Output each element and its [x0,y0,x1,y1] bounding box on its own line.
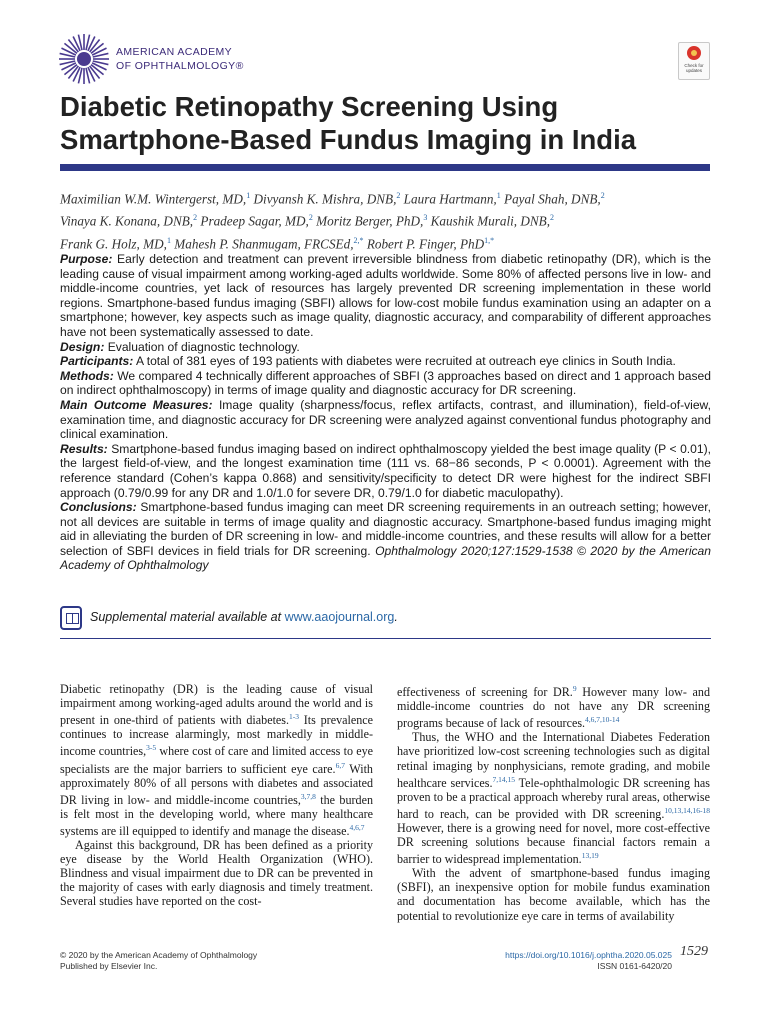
affiliation-ref[interactable]: 3 [423,213,428,223]
affiliation-ref[interactable]: 2 [550,213,555,223]
reference-link[interactable]: 1-3 [289,712,300,722]
org-name-line2: OF OPHTHALMOLOGY® [116,60,244,72]
body-paragraph: Thus, the WHO and the International Diabetes Federation have prioritized low-cost screening technologies such as digital retinal imaging by nonphysicians, remote grading, and mobile healthcare services.$^{7,14,15}$ Tele-ophthalmologic DR screening has proven to be a practical approach whereby rural areas, otherwise hard to reach, can be provided with DR screening.$^{10,13,14,16-18}$ However, there is a growing need for novel, more cost-effective DR screening solutions because financial factors remain a barrier to widespread implementation.$^{13,19}$ [397,730,710,867]
abstract-results: Results: Smartphone-based fundus imaging based on indirect ophthalmoscopy yielded the best image quality (P < 0.01), the largest field-of-view, and the longest examination time (111 vs. 68−86 seconds, P < 0.0001). Agreement with the reference standard (Cohen’s kappa 0.868) and sensitivity/specificity to detect DR were highest for the indirect SBFI approach (0.79/0.99 for any DR and 1.0/1.0 for severe DR, 0.79/1.0 for diabetic maculopathy). [60,441,711,500]
aao-logo-icon [58,33,110,85]
affiliation-ref[interactable]: 1 [246,191,251,200]
abstract-purpose: Purpose: Early detection and treatment can prevent irreversible blindness from diabetic retinopathy (DR), which is the leading cause of visual impairment among working-aged adults worldwide. Some 80% of affected persons live in low- and middle-income countries, yet lack of resources has largely prevented DR screening implementation in these world regions. Smartphone-based fundus imaging (SBFI) allows for low-cost mobile fundus examination using an adapter on a smartphone; however, key aspects such as image quality, diagnostic accuracy, and comparability of different approaches have not been systematically assessed to date. [60,252,711,339]
affiliation-ref[interactable]: 2 [193,213,198,223]
reference-link[interactable]: 3,7,8 [300,791,316,801]
crossmark-icon [687,46,701,60]
page-number: 1529 [680,944,708,959]
title-line-1: Diabetic Retinopathy Screening Using [60,91,559,122]
check-for-updates-label: Check for updates [684,63,704,73]
reference-link[interactable]: 9 [572,684,577,693]
journal-link[interactable]: www.aaojournal.org [284,610,395,624]
body-paragraph: Against this background, DR has been defined as a priority eye disease by the World Health Organization (WHO). Blindness and visual impairment due to DR can be prevented in the majority of cases with early diagnosis and timely treatment. Several studies have reported on the cost- [60,838,373,909]
reference-link[interactable]: 10,13,14,16-18 [664,805,710,815]
check-for-updates-badge[interactable] [678,42,710,80]
body-paragraph: Diabetic retinopathy (DR) is the leading cause of visual impairment among working-aged adults around the world and is present in one-third of patients with diabetes.$^{1-3}$ Its prevalence continues to increase alarmingly, most markedly in middle-income countries,$^{3-5}$ where cost of care and limited access to eye specialists are the major barriers to sufficient eye care.$^{6,7}$ With approximately 80% of all persons with diabetes and associated DR living in low- and middle-income countries,$^{3,7,8}$ the burden is felt most in the developing world, where many healthcare systems are ill equipped to identify and manage the disease.$^{4,6,7}$ [60,682,374,838]
footer-right [505,950,672,972]
abstract-design: Design: Evaluation of diagnostic technology. [60,339,300,354]
author-line-2: Vinaya K. Konana, DNB,$^2$ Pradeep Sagar, MD,$^2$ Moritz Berger, PhD,$^3$ Kaushik Murali, DNB,$^2$ [60,213,555,229]
publisher-line: Published by Elsevier Inc. [60,961,158,971]
article-title [60,90,720,156]
affiliation-ref[interactable]: 1,* [484,235,495,245]
affiliation-ref[interactable]: 1 [166,235,171,245]
affiliation-ref[interactable]: 2 [600,191,605,200]
copyright-line: © 2020 by the American Academy of Ophthalmology [60,950,258,960]
reference-link[interactable]: 6,7 [335,760,345,770]
body-column-left [60,682,373,909]
affiliation-ref[interactable]: 2 [396,191,401,200]
org-name [116,45,244,73]
reference-link[interactable]: 7,14,15 [492,774,515,784]
author-line-1: Maximilian W.M. Wintergerst, MD,$^1$ Divyansh K. Mishra, DNB,$^2$ Laura Hartmann,$^1$ Payal Shah, DNB,$^2$ [60,191,605,207]
title-line-2: Smartphone-Based Fundus Imaging in India [60,124,637,155]
affiliation-ref[interactable]: 1 [496,191,501,200]
body-paragraph: With the advent of smartphone-based fundus imaging (SBFI), an inexpensive option for mobile fundus examination and documentation has become available, which has the potential to revolutionize eye care in terms of availability [397,866,710,923]
supplemental-notice [60,604,711,639]
author-list [60,186,720,253]
footer-left [60,950,257,972]
affiliation-ref[interactable]: 2,* [353,235,364,245]
body-paragraph: effectiveness of screening for DR.$^9$ However many low- and middle-income countries do not have any DR screening programs because of lack of resources.$^{4,6,7,10-14}$ [397,684,710,731]
reference-link[interactable]: 4,6,7 [349,822,365,832]
body-column-right [397,682,710,923]
title-rule [60,164,710,171]
abstract-methods: Methods: We compared 4 technically different approaches of SBFI (3 approaches based on direct and 1 approach based on indirect ophthalmoscopy) in terms of image quality and diagnostic accuracy for DR screening. [60,368,711,398]
reference-link[interactable]: 3-5 [146,743,157,753]
author-line-3: Frank G. Holz, MD,$^1$ Mahesh P. Shanmugam, FRCSEd,$^{2,*}$ Robert P. Finger, PhD$^{1,*}$ [60,235,495,252]
journal-citation: Ophthalmology 2020;127:1529-1538 © 2020 by the American Academy of Ophthalmology [60,543,711,573]
reference-link[interactable]: 4,6,7,10-14 [585,715,620,725]
abstract-outcome-measures: Main Outcome Measures: Image quality (sharpness/focus, reflex artifacts, contrast, and illumination), field-of-view, examination time, and diagnostic accuracy for DR screening were analyzed against conventional fundus photography and clinical examination. [60,397,711,442]
issn-line: ISSN 0161-6420/20 [597,961,672,971]
reference-link[interactable]: 13,19 [581,851,599,861]
org-name-line1: AMERICAN ACADEMY [116,46,233,58]
abstract [60,252,711,573]
abstract-participants: Participants: A total of 381 eyes of 193 patients with diabetes were recruited at outreach eye clinics in South India. [60,354,676,369]
supplemental-text: Supplemental material available at www.aaojournal.org. [90,610,398,624]
book-icon [60,606,82,630]
affiliation-ref[interactable]: 2 [308,213,313,223]
doi-link[interactable]: https://doi.org/10.1016/j.ophtha.2020.05.025 [505,950,672,960]
abstract-conclusions: Conclusions: Smartphone-based fundus imaging can meet DR screening requirements in an outreach setting; however, not all devices are suitable in terms of image quality and diagnostic accuracy. Smartphone-based fundus imaging might aid in alleviating the burden of DR screening in low- and middle-income countries, and these results will allow for a better selection of SBFI devices in field trials for DR screening. Ophthalmology 2020;127:1529-1538 © 2020 by the American Academy of Ophthalmology [60,500,711,573]
